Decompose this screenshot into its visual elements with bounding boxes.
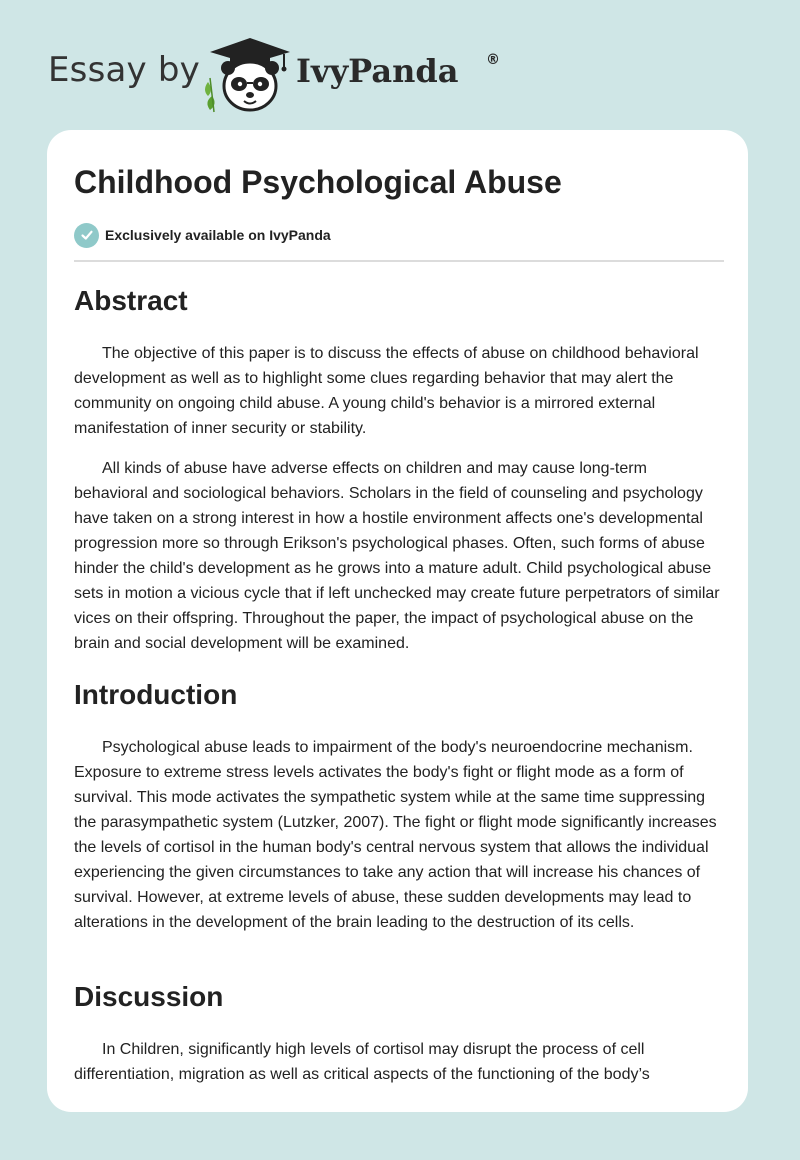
section-heading: Abstract <box>74 285 188 316</box>
divider <box>74 260 724 262</box>
brand-prefix: Essay by <box>48 50 200 90</box>
paragraph: Psychological abuse leads to impairment of the body's neuroendocrine mechanism. Exposure to extreme stress levels activates the body's fight or flight mode as a form of survival. This mode activates the sympathetic system while at the same time suppressing the parasympathetic system (Lutzker, 2007). The fight or flight mode significantly increases the levels of cortisol in the human body's central nervous system that allows the individual experiencing the given circumstances to take any action that will increase his chances of survival. However, at extreme levels of abuse, these sudden developments may lead to alterations in the development of the brain leading to the destruction of its cells. <box>74 739 717 931</box>
section-introduction <box>74 678 724 935</box>
section-abstract <box>74 284 724 656</box>
exclusive-label: Exclusively available on IvyPanda <box>105 227 331 243</box>
registered-mark: ® <box>486 52 500 68</box>
section-heading: Discussion <box>74 981 224 1012</box>
exclusive-badge <box>74 222 331 248</box>
essay-card <box>47 130 748 1112</box>
page-title: Childhood Psychological Abuse <box>74 164 562 200</box>
check-circle-icon <box>74 223 99 248</box>
section-heading: Introduction <box>74 679 238 710</box>
panda-graduate-icon <box>200 34 292 114</box>
brand-header <box>48 34 500 114</box>
section-discussion <box>74 980 724 1087</box>
paragraph: All kinds of abuse have adverse effects on children and may cause long-term behavioral and sociological behaviors. Scholars in the field of counseling and psychology have taken on a strong interest in how a hostile environment affects one's developmental progression more so through Erikson's psychological phases. Often, such forms of abuse hinder the child's development as he grows into a mature adult. Child psychological abuse sets in motion a vicious cycle that if left unchecked may create future perpetrators of similar vices on their offspring. Throughout the paper, the impact of psychological abuse on the brain and social development will be examined. <box>74 460 720 652</box>
paragraph: In Children, significantly high levels of cortisol may disrupt the process of cell differentiation, migration as well as critical aspects of the functioning of the body’s <box>74 1041 650 1083</box>
paragraph: The objective of this paper is to discuss the effects of abuse on childhood behavioral development as well as to highlight some clues regarding behavior that may alert the community on ongoing child abuse. A young child's behavior is a mirrored external manifestation of inner security or stability. <box>74 345 699 437</box>
brand-name: IvyPanda <box>296 52 459 90</box>
